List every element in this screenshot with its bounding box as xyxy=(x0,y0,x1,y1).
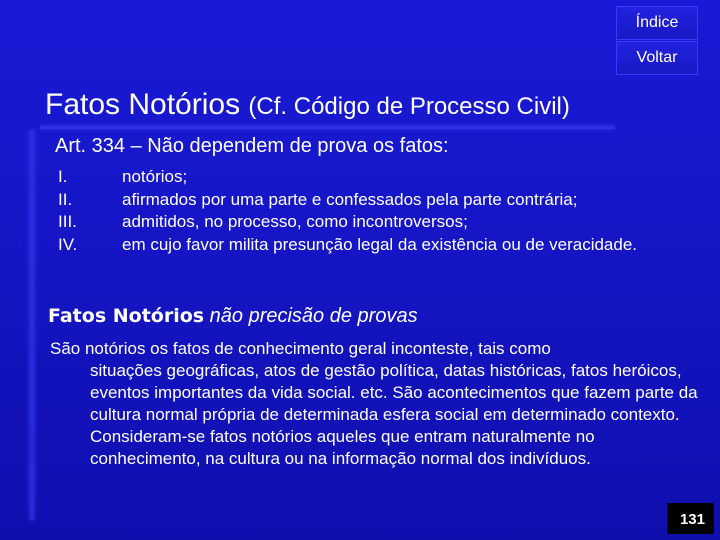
article-heading: Art. 334 – Não dependem de prova os fatos: xyxy=(55,135,449,157)
decorative-frame-top xyxy=(40,126,615,129)
item-text: afirmados por uma parte e confessados pela parte contrária; xyxy=(122,189,578,209)
item-text: admitidos, no processo, como incontroversos; xyxy=(122,212,468,231)
item-number: III. xyxy=(58,212,77,231)
list-item xyxy=(58,234,678,257)
item-text: em cujo favor milita presunção legal da existência ou de veracidade. xyxy=(122,234,638,254)
article-items-list xyxy=(58,166,678,256)
subheading-italic: não precisão de provas xyxy=(209,305,418,327)
slide-title xyxy=(45,88,570,124)
title-main: Fatos Notórios xyxy=(45,88,241,121)
explanation-paragraph xyxy=(50,338,700,470)
section-subheading xyxy=(48,304,418,328)
item-number: I. xyxy=(58,167,68,186)
page-number-badge: 131 xyxy=(667,503,714,534)
list-item xyxy=(58,211,678,234)
item-number: II. xyxy=(58,189,73,209)
voltar-button[interactable]: Voltar xyxy=(616,41,698,75)
item-text: notórios; xyxy=(122,167,188,186)
paragraph-first-line: São notórios os fatos de conhecimento geral inconteste, tais como xyxy=(50,339,551,358)
decorative-frame-left xyxy=(30,130,34,520)
subheading-bold: Fatos Notórios xyxy=(48,305,205,327)
paragraph-continuation: situações geográficas, atos de gestão política, datas históricas, fatos heróicos, eventos importantes da vida social. etc. São acontecimentos que fazem parte da cultura normal própria de determinada esfera social em determinado contexto. Consideram-se fatos notórios aqueles que entram naturalmente no conhecimento, na cultura ou na informação normal dos indivíduos. xyxy=(90,361,698,468)
title-subtitle: (Cf. Código de Processo Civil) xyxy=(248,93,570,120)
item-number: IV. xyxy=(58,234,78,254)
list-item xyxy=(58,189,678,212)
indice-button[interactable]: Índice xyxy=(616,6,698,40)
list-item xyxy=(58,166,678,189)
